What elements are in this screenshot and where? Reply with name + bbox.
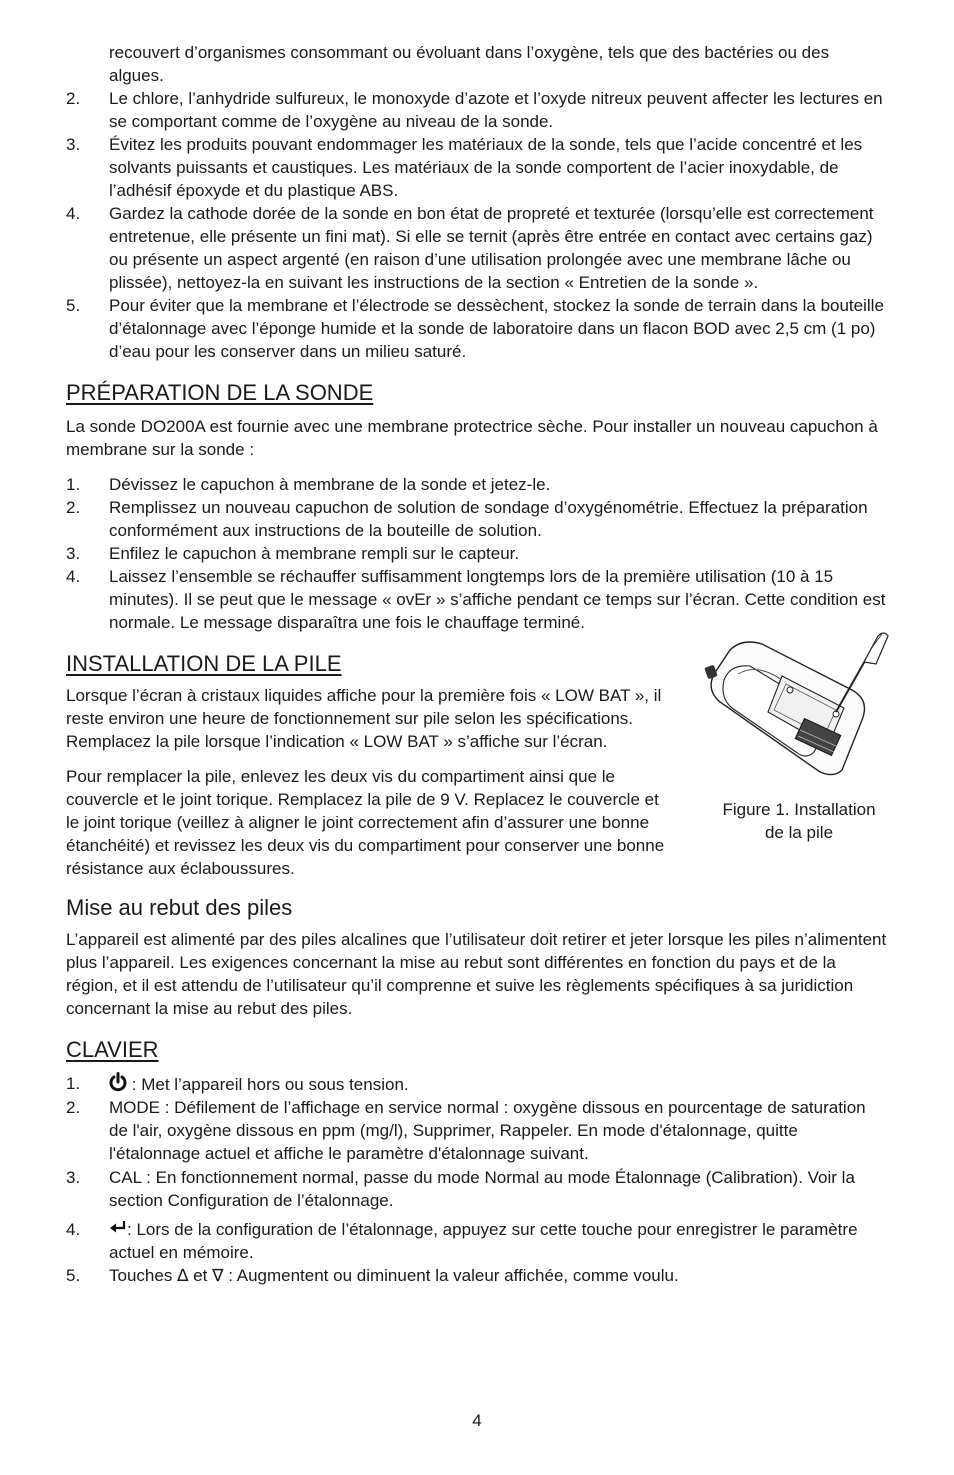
list-item: 3. Enfilez le capuchon à membrane rempli sur le capteur. [66,544,520,563]
list-item: 1. Dévissez le capuchon à membrane de la sonde et jetez-le. [66,475,551,494]
list-item: 2. MODE : Défilement de l’affichage en service normal : oxygène dissous en pourcentage de saturation de l'air, oxygène dissous en ppm (mg/l), Supprimer, Rappeler. En mode d'étalonnage, quitte l'étalonnage actuel et affiche le paramètre d'étalonnage suivant. [66,1098,866,1163]
page-number: 4 [472,1411,482,1430]
list-item: 2. Remplissez un nouveau capuchon de solution de sondage d’oxygénométrie. Effectuez la préparation conformément aux instructions de la bouteille de solution. [66,498,868,540]
battery-installation-illustration [702,630,892,780]
list-item: 4. Laissez l’ensemble se réchauffer suffisamment longtemps lors de la première utilisation (10 à 15 minutes). Il se peut que le message « ovEr » s’affiche pendant ce temps sur l’écran. Cette condition est normale. Le message disparaîtra une fois le chauffage terminé. [66,567,886,632]
list-item: 4. Gardez la cathode dorée de la sonde en bon état de propreté et texturée (lorsqu’elle est correctement entretenue, elle présente un fini mat). Si elle se ternit (après être entrée en contact avec certains gaz) ou présente un aspect argenté (en raison d’une utilisation prolongée avec une membrane lâche ou plissée), nettoyez-la en suivant les instructions de la section « Entretien de la sonde ». [66,204,874,292]
up-triangle-icon: ∆ [177,1266,189,1286]
list-item: 5. Pour éviter que la membrane et l’électrode se dessèchent, stockez la sonde de terrain dans la bouteille d’étalonnage avec l’éponge humide et la sonde de laboratoire dans un flacon BOD avec 2,5 cm (1 po) d’eau pour les conserver dans un milieu saturé. [66,296,884,361]
list-item: recouvert d’organismes consommant ou évoluant dans l’oxygène, tels que des bactéries ou des algues. [109,43,830,85]
battery-section [66,650,888,880]
disposal-heading: Mise au rebut des piles [66,895,293,920]
disposal-text: L’appareil est alimenté par des piles alcalines que l’utilisateur doit retirer et jeter lorsque les piles n’alimentent plus l’appareil. Les exigences concernant la mise au rebut sont différentes en fonction du pays et de la région, et il est attendu de l’utilisateur qu’il comprenne et suive les règlements spécifiques à sa juridiction concernant la mise au rebut des piles. [66,930,887,1018]
list-item: 2. Le chlore, l’anhydride sulfureux, le monoxyde d’azote et l’oxyde nitreux peuvent affecter les lectures en se comportant comme de l’oxygène au niveau de la sonde. [66,89,883,131]
enter-icon [109,1219,127,1235]
figure-caption: Figure 1. Installation de la pile [722,800,876,842]
page-content [66,41,888,1288]
power-icon [109,1072,127,1092]
list-item: 3. Évitez les produits pouvant endommager les matériaux de la sonde, tels que l’acide concentré et les solvants puissants et caustiques. Les matériaux de la sonde comportent de l’acier inoxydable, de l’adhésif époxyde et du plastique ABS. [66,135,863,200]
battery-text [66,684,671,880]
list-item: 5. Touches ∆ et ∇ : Augmentent ou diminuent la valeur affichée, comme voulu. [66,1266,679,1286]
intro-list [66,41,888,363]
battery-para-2: Pour remplacer la pile, enlevez les deux vis du compartiment ainsi que le couvercle et le joint torique. Remplacez la pile de 9 V. Replacez le couvercle et le joint torique (veillez à aligner le joint correctement afin d’assurer une bonne étanchéité) et revissez les deux vis du compartiment pour conserver une bonne résistance aux éclaboussures. [66,767,665,878]
list-item: 3. CAL : En fonctionnement normal, passe du mode Normal au mode Étalonnage (Calibration). Voir la section Configuration de l’étalonnage. [66,1168,855,1210]
list-item: 1. : Met l’appareil hors ou sous tension. [66,1074,409,1094]
battery-figure [702,630,902,844]
keypad-list [66,1072,888,1288]
list-item: 4. : Lors de la configuration de l’étalonnage, appuyez sur cette touche pour enregistrer le paramètre actuel en mémoire. [66,1220,858,1262]
cal-key-label: CAL : [109,1168,151,1187]
preparation-heading: PRÉPARATION DE LA SONDE [66,380,374,405]
down-triangle-icon: ∇ [212,1266,224,1286]
preparation-list [66,473,888,634]
battery-para-1: Lorsque l’écran à cristaux liquides affiche pour la première fois « LOW BAT », il reste environ une heure de fonctionnement sur pile selon les spécifications. Remplacez la pile lorsque l’indication « LOW BAT » s’affiche sur l’écran. [66,686,662,751]
preparation-intro: La sonde DO200A est fournie avec une membrane protectrice sèche. Pour installer un nouveau capuchon à membrane sur la sonde : [66,417,878,459]
battery-heading: INSTALLATION DE LA PILE [66,651,342,676]
keypad-heading: CLAVIER [66,1037,159,1062]
